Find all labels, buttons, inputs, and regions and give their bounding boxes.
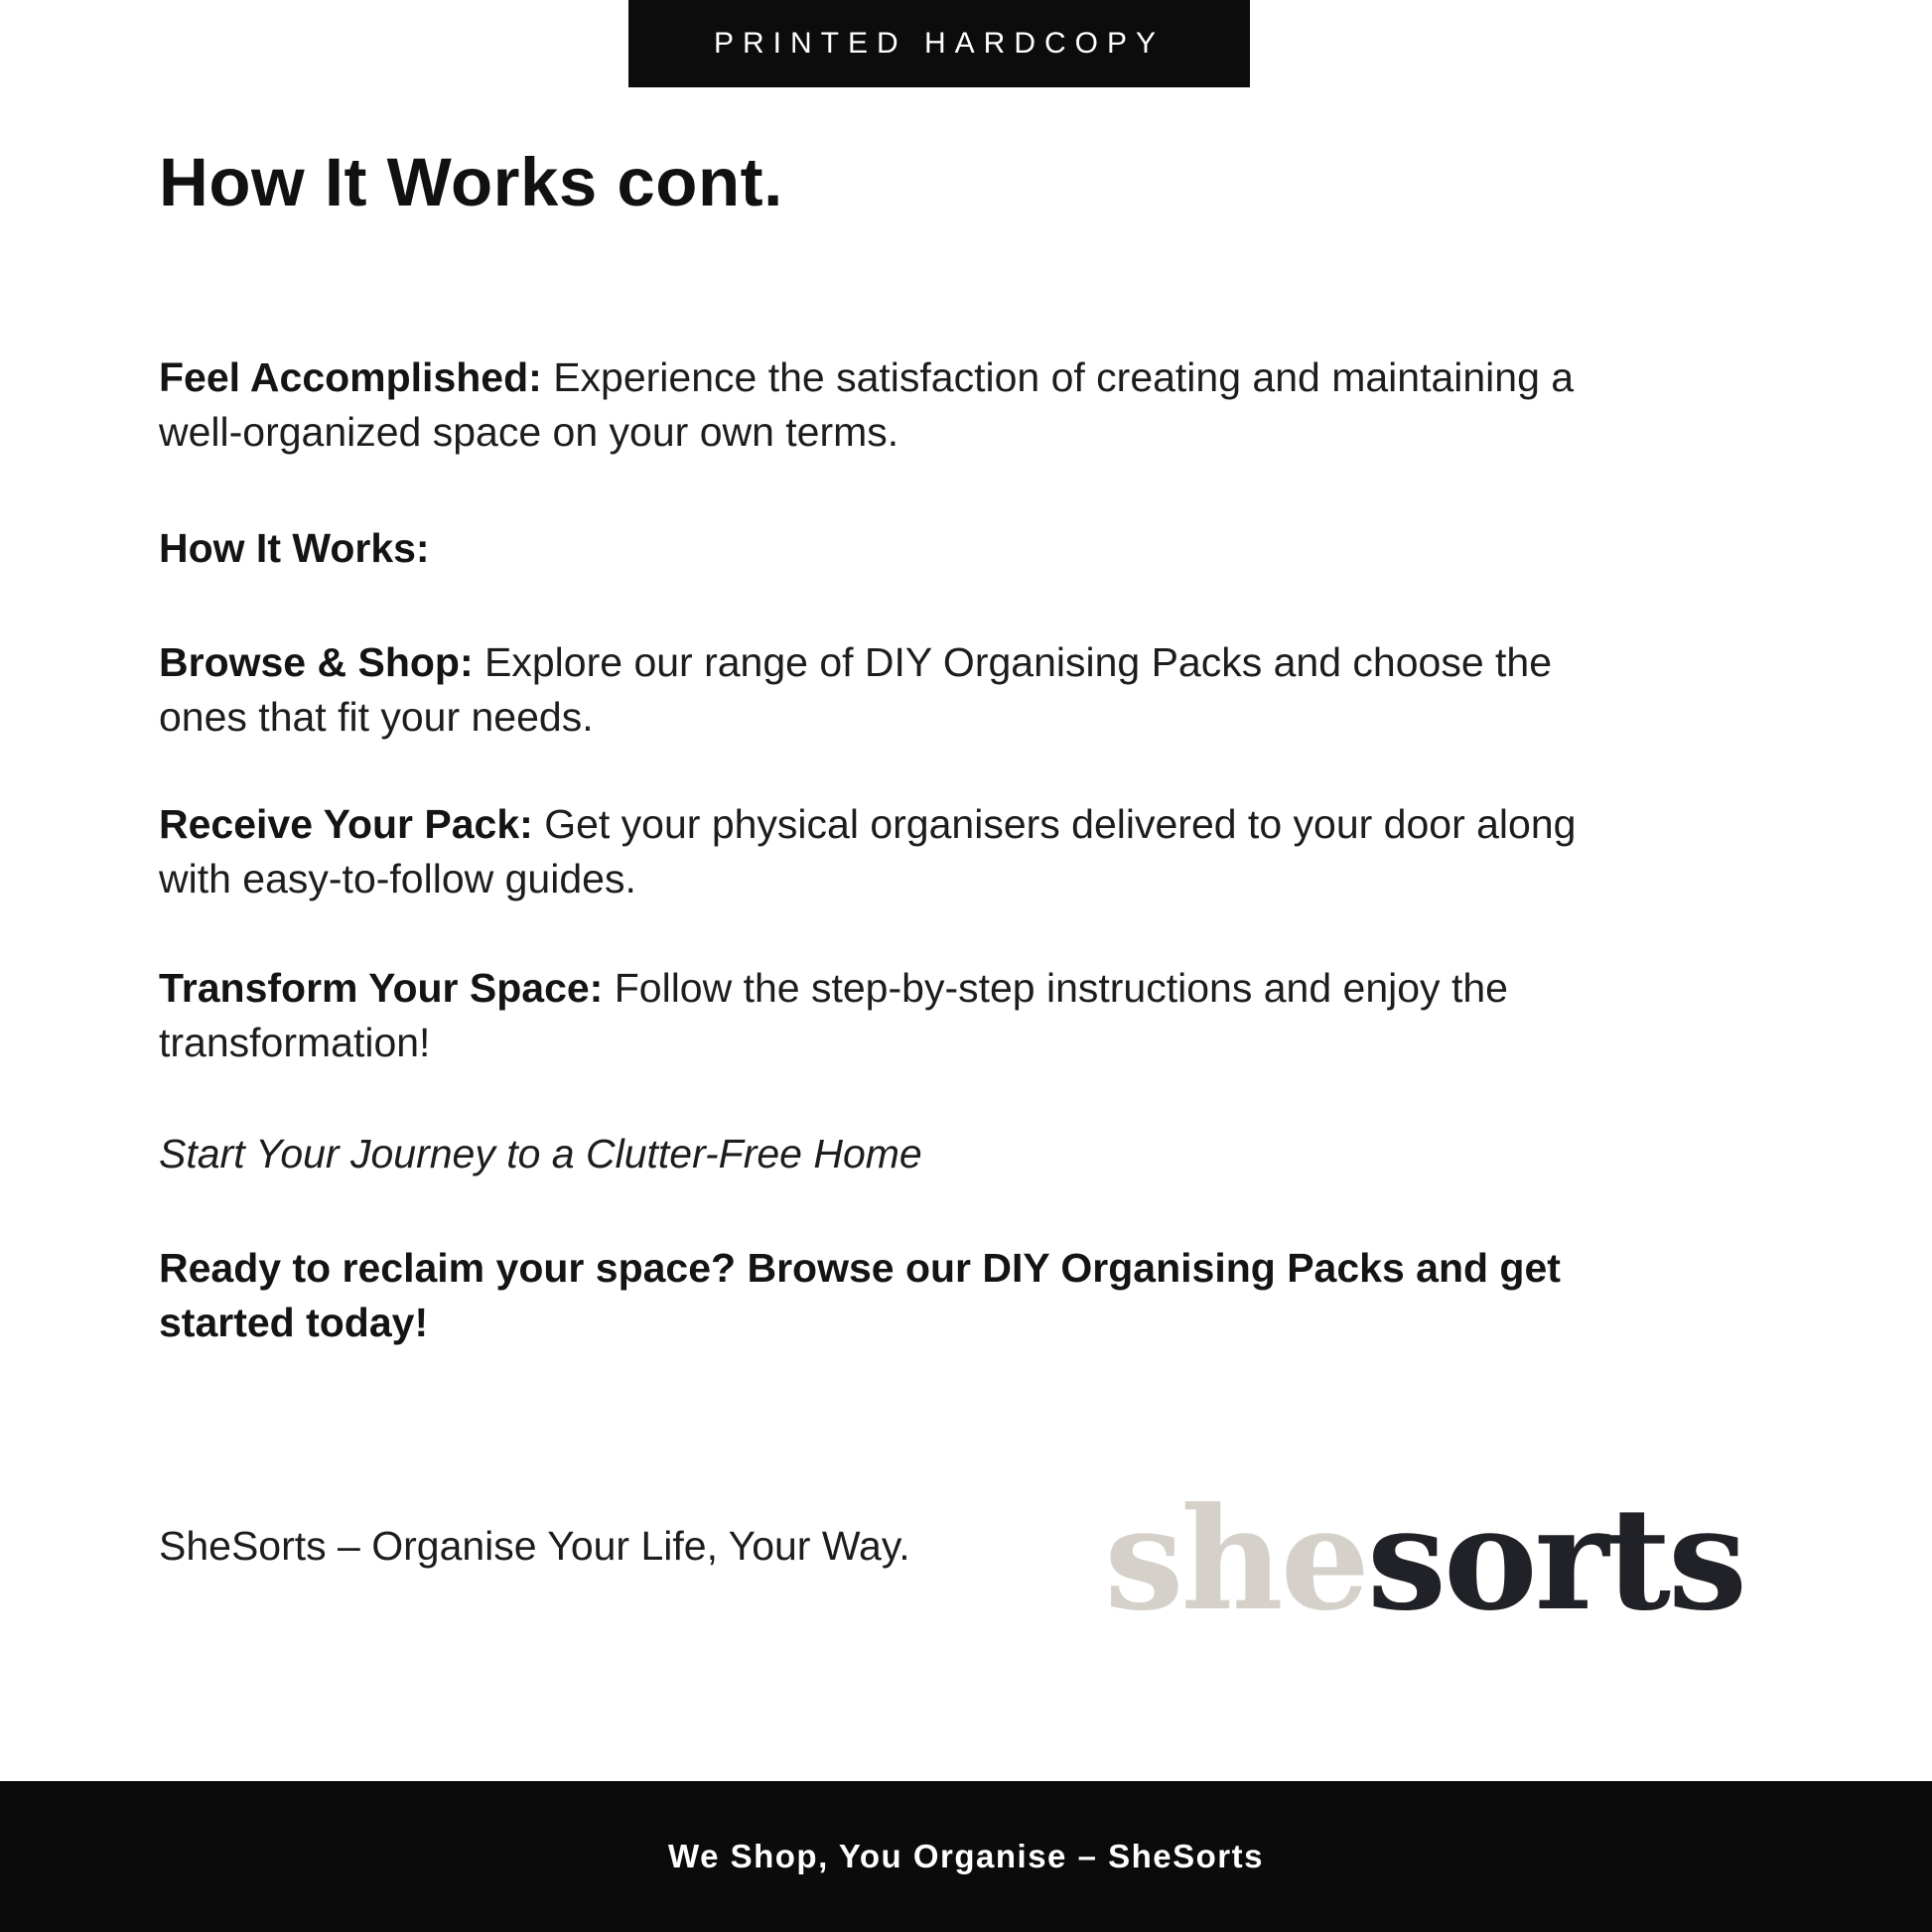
paragraph-lead: Transform Your Space:: [159, 965, 604, 1011]
paragraph-how-it-works-heading: [159, 521, 1787, 576]
paragraph-text: well-organized space on your own terms.: [159, 409, 899, 455]
paragraph-text: ones that fit your needs.: [159, 694, 594, 740]
paragraph-text: transformation!: [159, 1020, 431, 1065]
brand-tagline: SheSorts – Organise Your Life, Your Way.: [159, 1523, 910, 1569]
paragraph-lead: Receive Your Pack:: [159, 801, 533, 847]
paragraph-lead: How It Works:: [159, 525, 430, 571]
paragraph-browse-shop: [159, 635, 1787, 745]
cta-text: [159, 1241, 1787, 1350]
logo-sorts: sorts: [1366, 1477, 1744, 1642]
paragraph-transform-space: [159, 961, 1787, 1070]
paragraph-receive-pack: [159, 797, 1787, 906]
paragraph-text: with easy-to-follow guides.: [159, 856, 636, 901]
paragraph-text: Experience the satisfaction of creating and maintaining a: [541, 354, 1575, 400]
shesorts-logo: [1104, 1477, 1744, 1642]
logo-she: she: [1104, 1477, 1367, 1642]
footer-bar: [0, 1781, 1932, 1932]
page-title: How It Works cont.: [159, 144, 783, 220]
cta-line1: Ready to reclaim your space? Browse our DIY Organising Packs and get: [159, 1245, 1561, 1291]
paragraph-text: Explore our range of DIY Organising Packs and choose the: [473, 639, 1553, 685]
paragraph-text: Get your physical organisers delivered to your door along: [532, 801, 1577, 847]
paragraph-text: Follow the step-by-step instructions and enjoy the: [603, 965, 1508, 1011]
main-content: [159, 0, 1787, 1574]
paragraph-feel-accomplished: [159, 350, 1787, 460]
journey-tagline: Start Your Journey to a Clutter-Free Home: [159, 1131, 922, 1176]
cta-line2: started today!: [159, 1300, 429, 1345]
footer-tagline: We Shop, You Organise – SheSorts: [668, 1838, 1264, 1874]
paragraph-lead: Feel Accomplished:: [159, 354, 542, 400]
paragraph-lead: Browse & Shop:: [159, 639, 474, 685]
banner-label: PRINTED HARDCOPY: [713, 27, 1166, 60]
